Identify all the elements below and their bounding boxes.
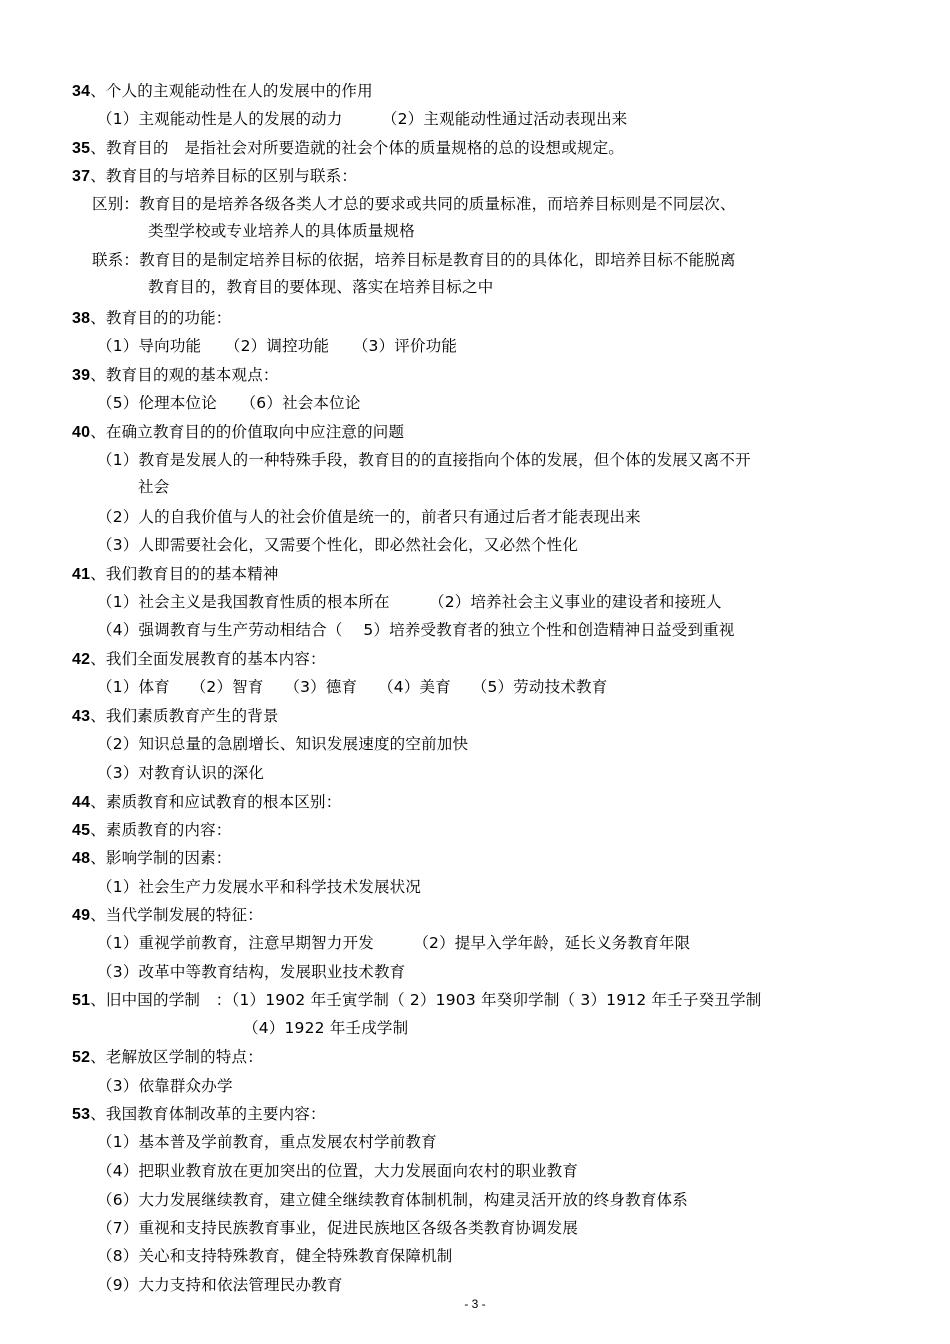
answer-line: （1）体育 （2）智育 （3）德育 （4）美育 （5）劳动技术教育 <box>97 678 608 696</box>
answer-line: （3）改革中等教育结构，发展职业技术教育 <box>97 963 406 981</box>
question-number: 43 <box>72 708 91 725</box>
answer-line: （4）强调教育与生产劳动相结合（ 5）培养受教育者的独立个性和创造精神日益受到重视 <box>97 621 735 639</box>
question-title: 、我们教育目的的基本精神 <box>90 565 279 583</box>
question-title: 、教育目的 是指社会对所要造就的社会个体的质量规格的总的设想或规定。 <box>90 139 625 157</box>
question-51 <box>72 990 761 1011</box>
question-title: 、个人的主观能动性在人的发展中的作用 <box>90 82 373 100</box>
question-43 <box>72 706 279 727</box>
question-title: 、在确立教育目的的价值取向中应注意的问题 <box>90 423 405 441</box>
question-number: 44 <box>72 794 91 811</box>
page-number: - 3 - <box>464 1297 486 1311</box>
question-53 <box>72 1104 326 1125</box>
question-title: 、老解放区学制的特点： <box>90 1048 263 1066</box>
question-title: 、教育目的的功能： <box>90 309 232 327</box>
question-title: 、教育目的观的基本观点： <box>90 366 279 384</box>
question-42 <box>72 649 326 670</box>
question-44 <box>72 792 341 813</box>
answer-line: 类型学校或专业培养人的具体质量规格 <box>148 222 415 240</box>
answer-line: （6）大力发展继续教育，建立健全继续教育体制机制，构建灵活开放的终身教育体系 <box>97 1191 688 1209</box>
answer-line: （2）知识总量的急剧增长、知识发展速度的空前加快 <box>97 735 469 753</box>
question-34 <box>72 81 373 102</box>
answer-line: 社会 <box>138 478 170 496</box>
question-number: 48 <box>72 850 91 867</box>
answer-line: （2）人的自我价值与人的社会价值是统一的，前者只有通过后者才能表现出来 <box>97 508 641 526</box>
answer-line: （4）1922 年壬戌学制 <box>243 1019 409 1037</box>
answer-line: （8）关心和支持特殊教育，健全特殊教育保障机制 <box>97 1247 453 1265</box>
question-number: 41 <box>72 566 91 583</box>
question-title: 、教育目的与培养目标的区别与联系： <box>90 167 358 185</box>
answer-line: （1）主观能动性是人的发展的动力 （2）主观能动性通过活动表现出来 <box>97 110 628 128</box>
question-number: 42 <box>72 651 91 668</box>
question-number: 35 <box>72 140 91 157</box>
question-number: 37 <box>72 168 91 185</box>
question-number: 51 <box>72 992 91 1009</box>
question-37 <box>72 166 357 187</box>
question-38 <box>72 308 232 329</box>
answer-line: （1）社会主义是我国教育性质的根本所在 （2）培养社会主义事业的建设者和接班人 <box>97 593 722 611</box>
answer-line: （1）基本普及学前教育，重点发展农村学前教育 <box>97 1133 437 1151</box>
answer-line: （3）依靠群众办学 <box>97 1077 233 1095</box>
answer-line: （1）重视学前教育，注意早期智力开发 （2）提早入学年龄，延长义务教育年限 <box>97 934 691 952</box>
question-number: 34 <box>72 83 91 100</box>
question-39 <box>72 365 279 386</box>
question-title: 、旧中国的学制 ：（1）1902 年壬寅学制（ 2）1903 年癸卯学制（ 3）1912 年壬子癸丑学制 <box>90 991 762 1009</box>
question-number: 49 <box>72 907 91 924</box>
question-number: 53 <box>72 1106 91 1123</box>
answer-line: （7）重视和支持民族教育事业，促进民族地区各级各类教育协调发展 <box>97 1219 579 1237</box>
answer-line: （3）人即需要社会化，又需要个性化，即必然社会化，又必然个性化 <box>97 536 579 554</box>
question-number: 38 <box>72 310 91 327</box>
question-title: 、我国教育体制改革的主要内容： <box>90 1105 326 1123</box>
answer-line: （3）对教育认识的深化 <box>97 764 265 782</box>
answer-line: 教育目的，教育目的要体现、落实在培养目标之中 <box>148 278 494 296</box>
question-45 <box>72 820 232 841</box>
answer-line: （1）社会生产力发展水平和科学技术发展状况 <box>97 878 422 896</box>
answer-line: 区别：教育目的是培养各级各类人才总的要求或共同的质量标准，而培养目标则是不同层次、 <box>92 195 736 213</box>
question-title: 、我们素质教育产生的背景 <box>90 707 279 725</box>
question-48 <box>72 848 232 869</box>
question-title: 、素质教育的内容： <box>90 821 232 839</box>
answer-line: 联系：教育目的是制定培养目标的依据，培养目标是教育目的的具体化，即培养目标不能脱离 <box>92 251 736 269</box>
answer-line: （1）教育是发展人的一种特殊手段，教育目的的直接指向个体的发展，但个体的发展又离不开 <box>97 451 751 469</box>
question-number: 52 <box>72 1049 91 1066</box>
question-number: 40 <box>72 424 91 441</box>
answer-line: （5）伦理本位论 （6）社会本位论 <box>97 394 361 412</box>
question-52 <box>72 1047 263 1068</box>
answer-line: （4）把职业教育放在更加突出的位置，大力发展面向农村的职业教育 <box>97 1162 579 1180</box>
question-title: 、影响学制的因素： <box>90 849 232 867</box>
question-35 <box>72 138 624 159</box>
question-40 <box>72 422 404 443</box>
answer-line: （9）大力支持和依法管理民办教育 <box>97 1276 343 1294</box>
question-number: 39 <box>72 367 91 384</box>
question-title: 、当代学制发展的特征： <box>90 906 263 924</box>
question-49 <box>72 905 263 926</box>
question-41 <box>72 564 279 585</box>
question-title: 、我们全面发展教育的基本内容： <box>90 650 326 668</box>
question-title: 、素质教育和应试教育的根本区别： <box>90 793 342 811</box>
question-number: 45 <box>72 822 91 839</box>
answer-line: （1）导向功能 （2）调控功能 （3）评价功能 <box>97 337 458 355</box>
